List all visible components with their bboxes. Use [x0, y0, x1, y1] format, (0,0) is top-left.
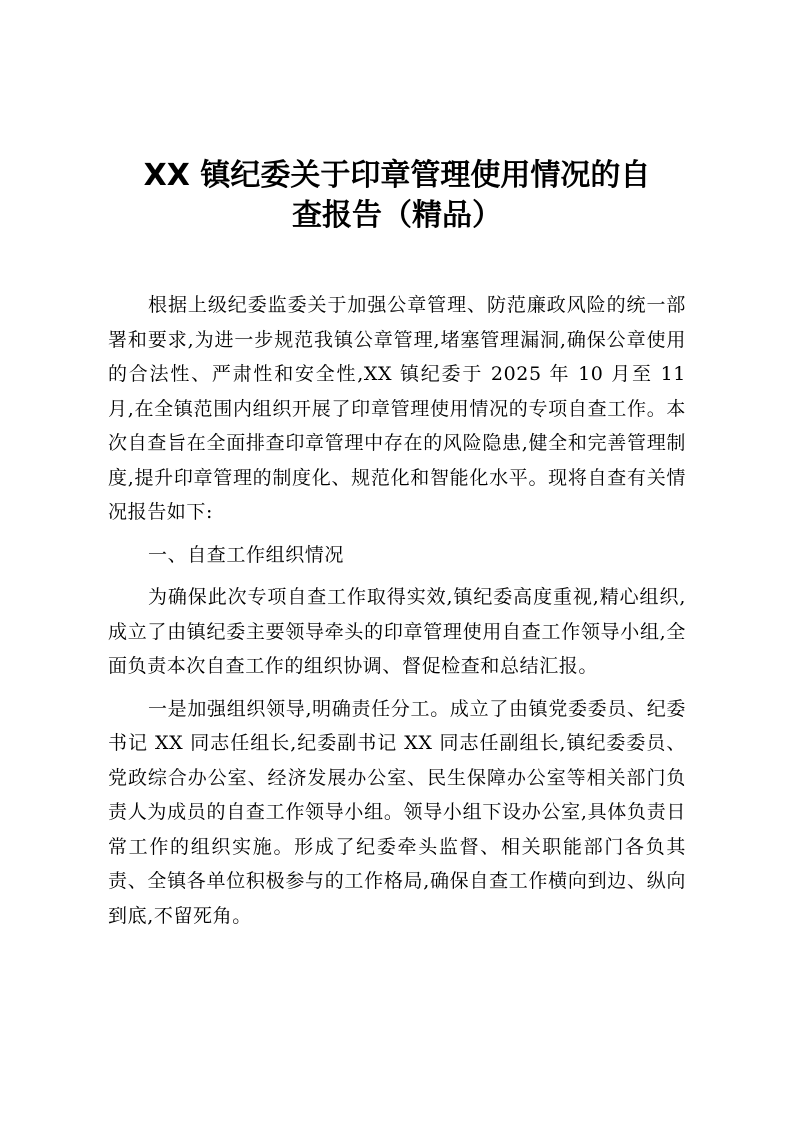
document-body — [108, 288, 686, 941]
title-line-2: 查报告（精品） — [292, 198, 502, 233]
document-title — [110, 156, 684, 236]
section-1-paragraph-1: 为确保此次专项自查工作取得实效,镇纪委高度重视,精心组织,成立了由镇纪委主要领导牵头的印章管理使用自查工作领导小组,全面负责本次自查工作的组织协调、督促检查和总结汇报。 — [108, 586, 686, 677]
title-line-1: XX 镇纪委关于印章管理使用情况的自 — [143, 158, 651, 193]
section-1-heading: 一、自查工作组织情况 — [148, 543, 345, 566]
section-1-paragraph-2: 一是加强组织领导,明确责任分工。成立了由镇党委委员、纪委书记 XX 同志任组长,纪委副书记 XX 同志任副组长,镇纪委委员、党政综合办公室、经济发展办公室、民生保障办公室等相关部门负责人为成员的自查工作领导小组。领导小组下设办公室,具体负责日常工作的组织实施。形成了纪委牵头监督、相关职能部门各负其责、全镇各单位积极参与的工作格局,确保自查工作横向到边、纵向到底,不留死角。 — [108, 697, 686, 927]
intro-paragraph: 根据上级纪委监委关于加强公章管理、防范廉政风险的统一部署和要求,为进一步规范我镇公章管理,堵塞管理漏洞,确保公章使用的合法性、严肃性和安全性,XX 镇纪委于 2025 年 10 月至 11 月,在全镇范围内组织开展了印章管理使用情况的专项自查工作。本次自查旨在全面排查印章管理中存在的风险隐患,健全和完善管理制度,提升印章管理的制度化、规范化和智能化水平。现将自查有关情况报告如下: — [108, 294, 686, 523]
